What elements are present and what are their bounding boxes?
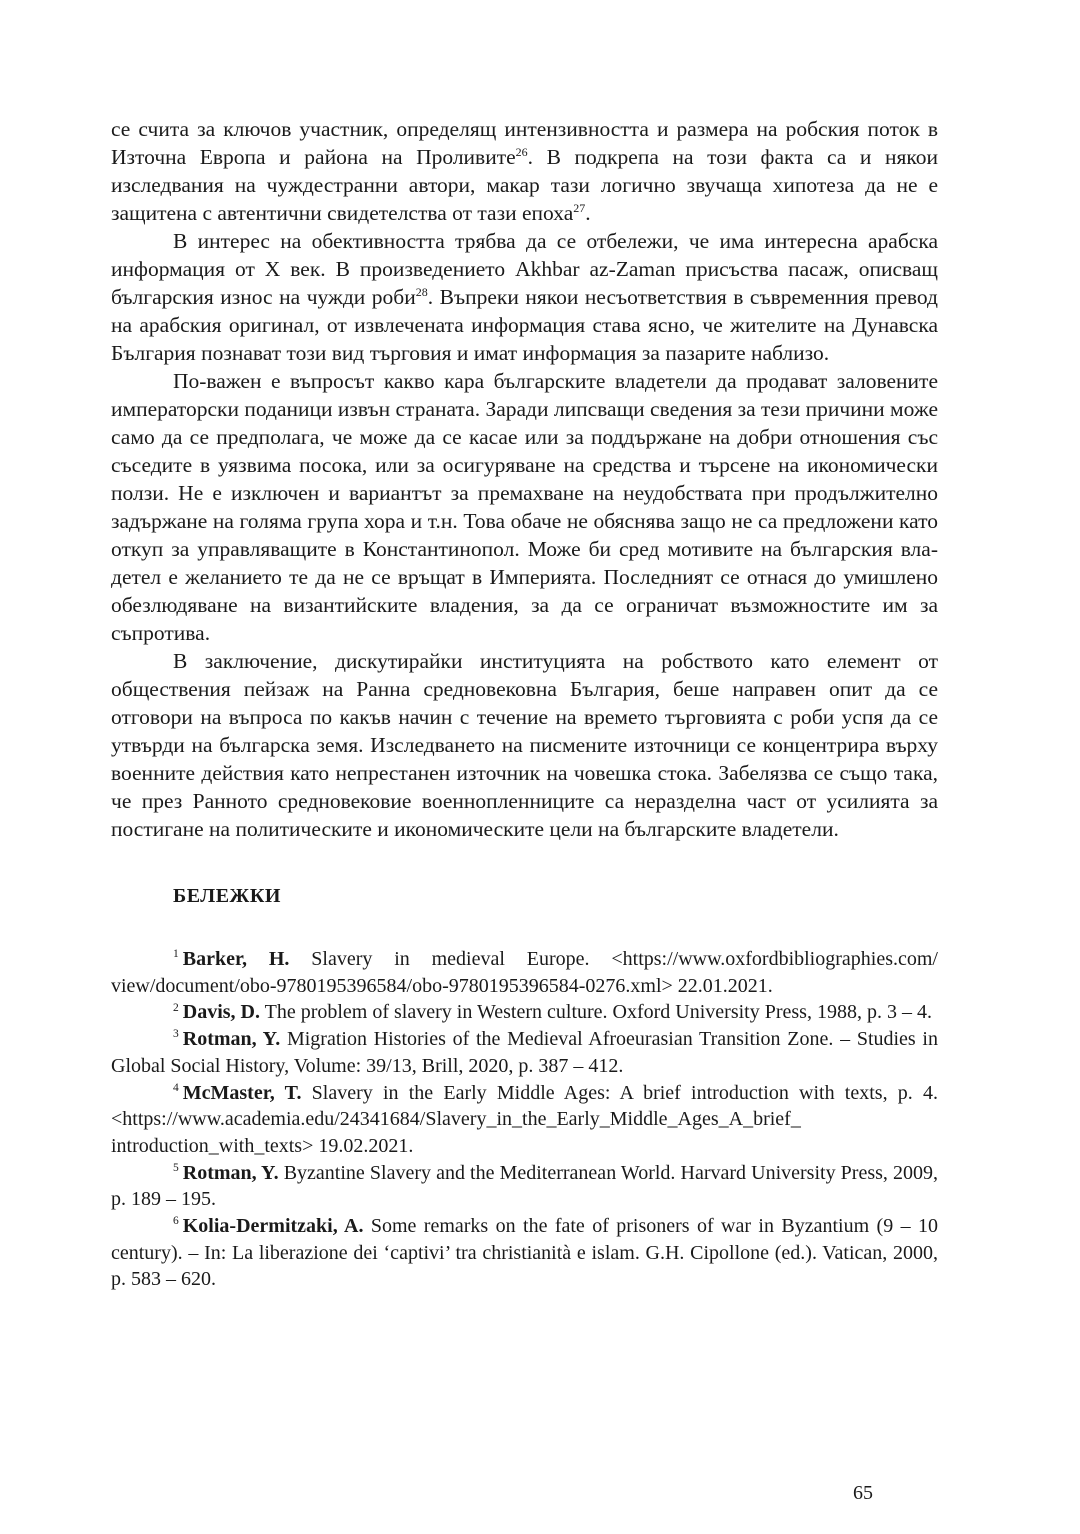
paragraph-4: В заключение, дискутирайки институцията на робството като елемент от обществения пейзаж на Ранна средновековна България, беше направен опит да се отговори на въпроса по какъв начин с течение на времето търговията с роби успя да се утвърди на българска земя. Изследването на писмените източници се концентрира върху военните действия като непрестанен източник на човешка стока. Забелязва се също така, че през Ранното средновековие военнопленниците са неразделна част от усилията за постигане на политическите и икономическите цели на българските владетели.: [111, 649, 938, 841]
notes-list: [111, 946, 938, 1293]
note-text: Some remarks on the fate of prisoners of war in Byzantium (9 – 10 century). – In: La liberazione dei ‘captivi’ tra christianità e islam. G.H. Cipollone (ed.). Vatican, 2000, p. 583 – 620.: [111, 1215, 938, 1291]
notes-heading: БЕЛЕЖКИ: [173, 885, 281, 907]
note-author: Rotman, Y.: [182, 1028, 281, 1051]
note-text: Byzantine Slavery and the Mediterranean World. Harvard University Press, 2009, p. 189 – 195.: [111, 1161, 938, 1211]
note-author: Davis, D.: [182, 1001, 260, 1024]
note-text: The problem of slavery in Western culture. Oxford University Press, 1988, p. 3 – 4.: [259, 1001, 932, 1024]
note-author: McMaster, T.: [182, 1081, 302, 1104]
footnote-ref-27[interactable]: 27: [573, 200, 586, 215]
note-number: 5: [173, 1161, 179, 1174]
note-item: [111, 1213, 938, 1293]
note-item: [111, 1080, 938, 1160]
footnote-ref-26[interactable]: 26: [515, 144, 528, 159]
note-text: Migration Histories of the Medieval Afroeurasian Transition Zone. – Studies in Global Social History, Volume: 39/13, Brill, 2020, p. 387 – 412.: [111, 1028, 938, 1077]
footnote-ref-28[interactable]: 28: [415, 284, 428, 299]
note-author: Barker, H.: [182, 948, 290, 970]
page-content: [111, 115, 938, 1293]
page-number: 65: [853, 1482, 873, 1504]
note-item: [111, 946, 938, 999]
note-text: Slavery in the Early Middle Ages: A brief introduction with texts, p. 4. <https://www.academia.edu/24341684/Slavery_in_the_Early_Middle_Ages_A_brief_ introduction_with_texts> 19.02.2021.: [111, 1081, 938, 1157]
note-text: Slavery in medieval Europe. <https://www.oxfordbibliographies.com/ view/document/obo-9780195396584/obo-9780195396584-0276.xml> 22.01.2021.: [111, 948, 938, 997]
note-item: [111, 999, 938, 1026]
paragraph-3: По-важен е въпросът какво кара българските владетели да продават заловените императорски поданици извън страната. Заради липсващи сведения за тези причини може само да се предполага, че може да се касае или за поддържане на добри отношения със съседите в уязвима посока, или за осигуряване на средства и търсене на икономически ползи. Не е изключен и вариантът за премахване на неудобствата при продължително задържане на голяма група хора и т.н. Това обаче не обяснява защо не са предложени като откуп за управляващите в Константинопол. Може би сред мотивите на българския владетел е желанието те да не се връщат в Империята. Последният се отнася до умишлено обезлюдяване на византийските владения, за да се ограничат възможностите им за съпротива.: [111, 369, 938, 645]
note-author: Rotman, Y.: [182, 1161, 279, 1184]
note-number: 1: [173, 948, 179, 961]
paragraph-2: В интерес на обективността трябва да се отбележи, че има интересна арабска информация от X век. В произведението Akhbar az-Zaman присъства пасаж, описващ българския износ на чужди роби$^{28}$. Въпреки някои несъответствия в съвременния превод на арабския оригинал, от извлечената информация става ясно, че жителите на Дунавска България познават този вид търговия и имат информация за пазарите наблизо.: [111, 229, 938, 365]
note-item: [111, 1026, 938, 1079]
main-text: [111, 115, 938, 843]
note-author: Kolia-Dermitzaki, A.: [182, 1215, 364, 1238]
note-item: [111, 1160, 938, 1213]
note-number: 4: [173, 1081, 179, 1094]
note-number: 2: [173, 1001, 179, 1014]
note-number: 3: [173, 1028, 179, 1041]
paragraph-1: се счита за ключов участник, определящ интензивността и размера на робския поток в Източна Европа и района на Проливите$^{26}$. В подкрепа на този факта са и някои изследвания на чуждестранни автори, макар тази логично звучаща хипотеза да не е защитена с автентични свидетелства от тази епоха$^{27}$.: [111, 117, 938, 225]
note-number: 6: [173, 1215, 179, 1228]
